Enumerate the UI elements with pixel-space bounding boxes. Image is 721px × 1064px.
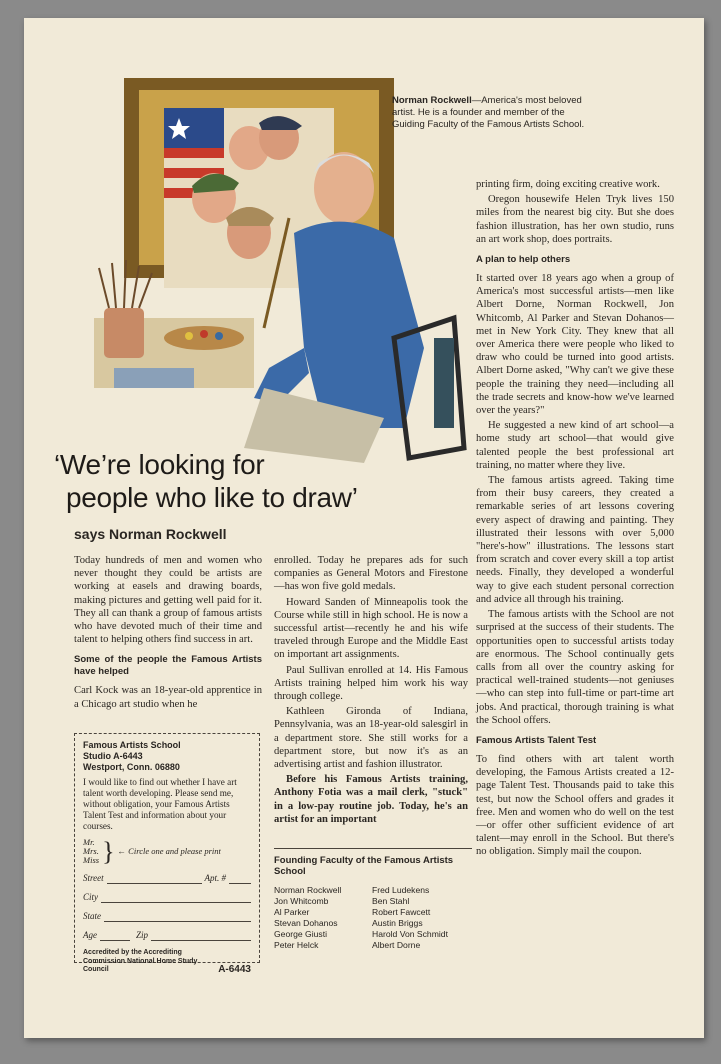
city-line[interactable] (101, 893, 251, 903)
accreditation (83, 949, 251, 975)
opportunities-paragraph: The famous artists with the School are not surprised at the success of their students. The opportunities open to successful artists today are enormous. The School continually gets calls from all over the country asking for practical well-trained students—not geniuses—who can step into full-time or part-time art jobs. And practical, thorough training is what the School offers. (476, 609, 674, 726)
faculty-name: Norman Rockwell (274, 885, 342, 895)
sullivan-paragraph: Paul Sullivan enrolled at 14. His Famous Artists training helped him work his way through college. (274, 664, 468, 703)
city-label: City (83, 892, 98, 902)
faculty-name: Austin Briggs (372, 918, 423, 928)
column-2 (274, 554, 468, 828)
subhead-plan: A plan to help others (476, 254, 571, 266)
tryk-paragraph: Oregon housewife Helen Tryk lives 150 miles from the nearest big city. But she does fashion illustration, has her own studio, runs an art work shop, does portraits. (476, 194, 674, 245)
lessons-paragraph: The famous artists agreed. Taking time from their busy careers, they created a remarkable series of art lessons covering every aspect of drawing and painting. They illustrated their lessons with over 5,000 "here's-how" illustrations. The lessons start from scratch and cover every skill a top artist needs. Finally, they developed a wonderful way to give each student personal correction and advice all through his training. (476, 475, 674, 605)
sanden-paragraph: Howard Sanden of Minneapolis took the Course while still in high school. He is now a successful artist—recently he and his wife traveled through Europe and the Middle East on important art assignments. (274, 596, 468, 661)
caption-text: —America's most beloved artist. He is a founder and member of the Guiding Faculty of the Famous Artists School. (392, 95, 585, 130)
title-mrs[interactable]: Mrs. (83, 846, 99, 856)
faculty-name: Stevan Dohanos (274, 918, 338, 928)
headline-line-2: people who like to draw’ (66, 482, 358, 513)
headline-line-1: ‘We’re looking for (54, 449, 265, 480)
state-field[interactable] (83, 911, 251, 922)
fotia-paragraph: Before his Famous Artists training, Anthony Fotia was a mail clerk, "stuck" in a low-pay routine job. Today, he's an artist for an important (274, 774, 468, 825)
zip-line[interactable] (151, 931, 251, 941)
coupon-school: Famous Artists School (83, 740, 181, 750)
caption-name: Norman Rockwell (392, 95, 472, 106)
street-field[interactable] (83, 873, 251, 884)
faculty-name: Jon Whitcomb (274, 896, 329, 906)
faculty-heading: Founding Faculty of the Famous Artists School (274, 848, 472, 877)
accreditation-text: Accredited by the Accrediting Commission National Home Study Council (83, 949, 198, 973)
age-zip-field[interactable] (83, 930, 251, 941)
faculty-name: Fred Ludekens (372, 885, 430, 895)
coupon-code: A-6443 (218, 964, 251, 975)
coupon-city: Westport, Conn. 06880 (83, 762, 180, 772)
coupon-form[interactable] (74, 733, 260, 975)
intro-paragraph: Today hundreds of men and women who never thought they could be artists are working at easels and drawing boards, making pictures and getting well paid for it. They all can thank a group of famous artists who have devoted much of their time and talent to helping others find success in art. (74, 555, 262, 646)
subhead-talent-test: Famous Artists Talent Test (476, 734, 597, 746)
subhead-helped: Some of the people the Famous Artists have helped (74, 654, 262, 678)
headline (54, 448, 454, 514)
column-1 (74, 554, 262, 713)
state-label: State (83, 911, 101, 921)
faculty-name: Harold Von Schmidt (372, 929, 448, 939)
fotia-continued: printing firm, doing exciting creative work. (476, 179, 660, 190)
apt-line[interactable] (229, 874, 251, 884)
faculty-name: Albert Dorne (372, 940, 421, 950)
talent-test-paragraph: To find others with art talent worth developing, the Famous Artists created a 12-page Talent Test. Thousands paid to take this test, but now the School offers and grades it free. Men and women who do well on the test—or offer other sufficient evidence of art talent—may enroll in the School. But there's no obligation. Simply mail the coupon. (476, 753, 674, 858)
street-line[interactable] (107, 874, 202, 884)
back-cover-page (24, 18, 704, 1038)
faculty-name: Ben Stahl (372, 896, 410, 906)
title-miss[interactable]: Miss (83, 855, 100, 865)
coupon-request-text: I would like to find out whether I have art talent worth developing. Please send me, without obligation, your Famous Artists Talent Test and information about your courses. (83, 777, 237, 831)
street-label: Street (83, 873, 104, 883)
gironda-paragraph: Kathleen Gironda of Indiana, Pennsylvania, was an 18-year-old salesgirl in a department store. She still works for a department store, but now it's as an advertising artist and fashion illustrator. (274, 706, 468, 771)
coupon-studio: Studio A-6443 (83, 751, 143, 761)
circle-instruction: ← Circle one and please print (117, 846, 221, 856)
brace-glyph: } (102, 836, 115, 866)
illustration-caption (392, 95, 592, 131)
faculty-name: Al Parker (274, 907, 310, 917)
faculty-name: George Giusti (274, 929, 328, 939)
byline: says Norman Rockwell (74, 526, 227, 542)
title-mr[interactable]: Mr. (83, 837, 95, 847)
age-line[interactable] (100, 931, 130, 941)
kock-paragraph: Carl Kock was an 18-year-old apprentice in a Chicago art studio when he (74, 685, 262, 710)
age-label: Age (83, 930, 97, 940)
title-selector[interactable] (83, 838, 251, 865)
faculty-grid (274, 885, 472, 951)
apt-label: Apt. # (204, 873, 226, 883)
kock-continued: enrolled. Today he prepares ads for such companies as General Motors and Firestone—has won five gold medals. (274, 555, 468, 593)
zip-label: Zip (136, 930, 149, 940)
faculty-name: Peter Helck (274, 940, 319, 950)
state-line[interactable] (104, 912, 251, 922)
faculty-list (274, 848, 472, 951)
suggestion-paragraph: He suggested a new kind of art school—a home study art school—that would give talented people the best professional art training, no matter where they live. (476, 420, 674, 471)
faculty-name: Robert Fawcett (372, 907, 431, 917)
city-field[interactable] (83, 892, 251, 903)
column-3 (476, 178, 674, 861)
history-paragraph: It started over 18 years ago when a group of America's most successful artists—men like Albert Dorne, Norman Rockwell, Jon Whitcomb, Al Parker and Stevan Dohanos—met in New York City. They knew that all over America there were people who liked to draw who could be turned into good artists. Albert Dorne asked, "Why can't we give these people the training they need—including all the trade secrets and know-how we've learned over the years?" (476, 273, 674, 417)
